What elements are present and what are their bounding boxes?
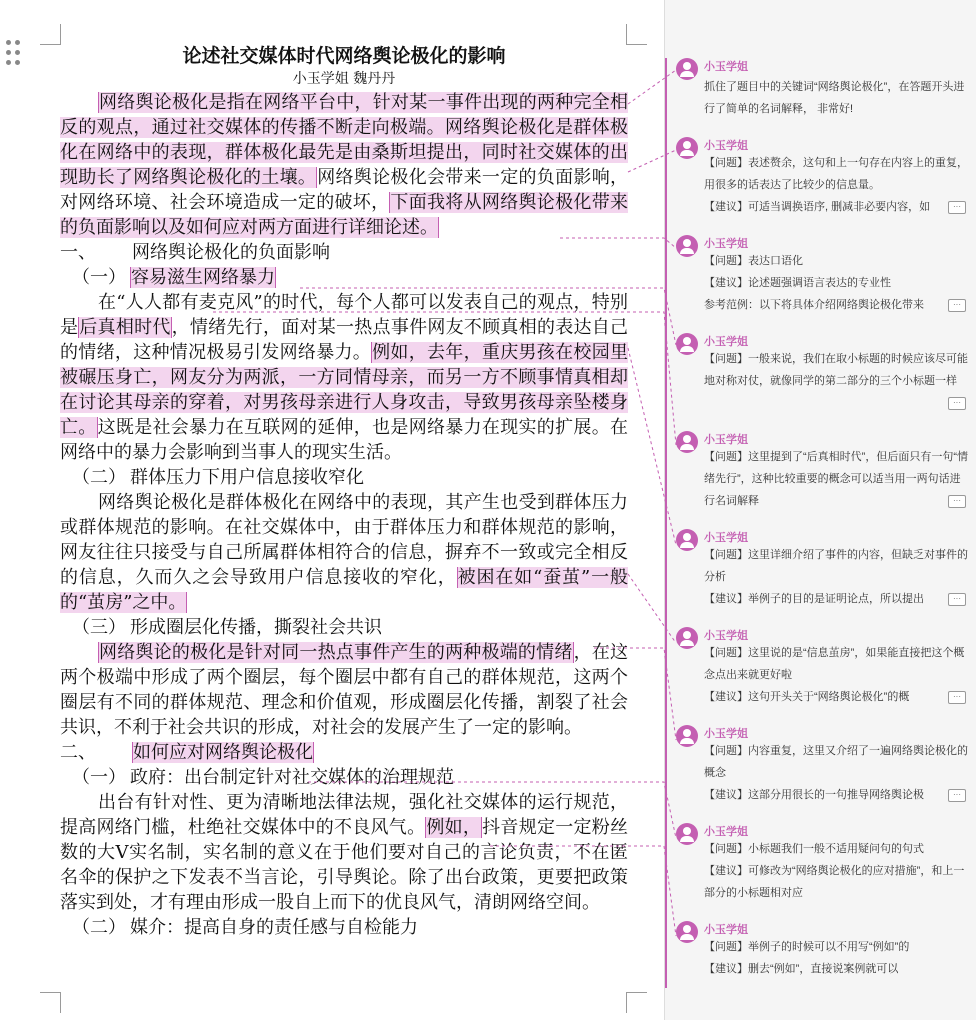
highlight-post-truth[interactable]: 后真相时代 xyxy=(79,317,171,338)
comment-text: 【建议】举例子的目的是证明论点，所以提出 xyxy=(704,593,924,605)
avatar xyxy=(676,823,698,845)
comment-author: 小玉学姐 xyxy=(704,238,748,250)
highlight-intro-2[interactable]: 下面我将从网络舆论极化带来的负面影响以及如何应对两方面进行详细论述。 xyxy=(60,192,629,238)
subsection-5-heading: （二） 媒介：提高自身的责任感与自检能力 xyxy=(72,917,418,938)
avatar xyxy=(676,725,698,747)
intro-paragraph: 网络舆论极化是指在网络平台中，针对某一事件出现的两种完全相反的观点，通过社交媒体的传播不断走向极端。网络舆论极化是群体极化在网络中的表现，群体极化最先是由桑斯坦提出，同时社交媒体的出现助长了网络舆论极化的土壤。网络舆论极化会带来一定的负面影响，对网络环境、社会环境造成一定的破坏，下面我将从网络舆论极化带来的负面影响以及如何应对两方面进行详细论述。 xyxy=(60,92,629,238)
highlight-subsection-1[interactable]: 容易滋生网络暴力 xyxy=(131,267,275,288)
comment-text: 【建议】这句开头关于“网络舆论极化”的概 xyxy=(704,691,910,703)
more-icon[interactable]: ··· xyxy=(948,299,966,312)
comment-text: 【问题】小标题我们一般不适用疑问句的句式 xyxy=(704,843,924,855)
comment-text: 参考范例：以下将具体介绍网络舆论极化带来 xyxy=(704,299,924,311)
paragraph-3: 网络舆论的极化是针对同一热点事件产生的两种极端的情绪，在这两个极端中形成了两个圈层，每个圈层中都有自己的群体规范，这两个圈层有不同的群体规范、理念和价值观，形成圈层化传播，割裂了社会共识，不利于社会共识的形成，对社会的发展产生了一定的影响。 xyxy=(60,642,629,738)
comment-author: 小玉学姐 xyxy=(704,826,748,838)
avatar xyxy=(676,431,698,453)
comment-author: 小玉学姐 xyxy=(704,434,748,446)
highlight-cocoon[interactable]: 被困在如“蚕茧”一般的“茧房”之中。 xyxy=(60,567,629,613)
comment-author: 小玉学姐 xyxy=(704,140,748,152)
comment-text: 【问题】一般来说，我们在取小标题的时候应该尽可能地对称对仗，就像同学的第二部分的三个小标题一样 xyxy=(704,353,968,387)
avatar xyxy=(676,627,698,649)
more-icon[interactable]: ··· xyxy=(948,495,966,508)
section-2-heading: 二、 如何应对网络舆论极化 xyxy=(60,742,313,763)
subsection-3-heading: （三） 形成圈层化传播，撕裂社会共识 xyxy=(72,617,382,638)
comment-text: 【建议】论述题强调语言表达的专业性 xyxy=(704,277,891,289)
avatar xyxy=(676,58,698,80)
document-authors: 小玉学姐 魏丹丹 xyxy=(292,71,396,87)
comment-text: 【建议】可修改为“网络舆论极化的应对措施”，和上一部分的小标题相对应 xyxy=(704,865,965,899)
comment-author: 小玉学姐 xyxy=(704,924,748,936)
document-title: 论述社交媒体时代网络舆论极化的影响 xyxy=(182,45,506,67)
avatar xyxy=(676,921,698,943)
highlight-example-2[interactable]: 例如， xyxy=(426,817,482,838)
highlight-example-1[interactable]: 例如，去年，重庆男孩在校园里被碾压身亡，网友分为两派，一方同情母亲，而另一方不顾事情真相却在讨论其母亲的穿着，对男孩母亲进行人身攻击，导致男孩母亲坠楼身亡。 xyxy=(60,342,629,438)
comment-text: 【建议】可适当调换语序, 删减非必要内容，如 xyxy=(704,201,931,213)
comment-author: 小玉学姐 xyxy=(704,336,748,348)
avatar xyxy=(676,529,698,551)
subsection-1-heading: （一） 容易滋生网络暴力 xyxy=(72,267,275,288)
section-1-heading: 一、 网络舆论极化的负面影响 xyxy=(60,242,330,263)
comment-text: 【问题】举例子的时候可以不用写“例如”的 xyxy=(704,941,910,953)
more-icon[interactable]: ··· xyxy=(948,201,966,214)
subsection-2-heading: （二） 群体压力下用户信息接收窄化 xyxy=(72,467,364,488)
paragraph-2: 网络舆论极化是群体极化在网络中的表现，其产生也受到群体压力或群体规范的影响。在社交媒体中，由于群体压力和群体规范的影响，网友往往只接受与自己所属群体相符合的信息，摒弃不一致或完全相反的信息，久而久之会导致用户信息接收的窄化，被困在如“蚕茧”一般的“茧房”之中。 xyxy=(60,492,629,613)
avatar xyxy=(676,333,698,355)
highlight-section-2[interactable]: 如何应对网络舆论极化 xyxy=(133,742,313,763)
more-icon[interactable]: ··· xyxy=(948,789,966,802)
comment-author: 小玉学姐 xyxy=(704,532,748,544)
avatar xyxy=(676,235,698,257)
more-icon[interactable]: ··· xyxy=(948,691,966,704)
comment-author: 小玉学姐 xyxy=(704,630,748,642)
paragraph-4: 出台有针对性、更为清晰地法律法规，强化社交媒体的运行规范，提高网络门槛，杜绝社交媒体中的不良风气。例如，抖音规定一定粉丝数的大V实名制，实名制的意义在于他们要对自己的言论负责，不在匿名伞的保护之下发表不当言论，引导舆论。除了出台政策，更要把政策落实到处，才有理由形成一股自上而下的优良风气，清朗网络空间。 xyxy=(60,792,629,913)
more-icon[interactable]: ··· xyxy=(948,397,966,410)
comment-text: 抓住了题目中的关键词“网络舆论极化”，在答题开头进行了简单的名词解释， 非常好! xyxy=(704,81,965,115)
comment-text: 【建议】这部分用很长的一句推导网络舆论极 xyxy=(704,789,924,801)
avatar xyxy=(676,137,698,159)
more-icon[interactable]: ··· xyxy=(948,593,966,606)
comment-text: 【问题】这里详细介绍了事件的内容，但缺乏对事件的分析 xyxy=(704,549,968,583)
comment-text: 【问题】内容重复，这里又介绍了一遍网络舆论极化的概念 xyxy=(704,745,968,779)
comment-author: 小玉学姐 xyxy=(704,61,748,73)
comment-text: 【问题】表述赘余，这句和上一句存在内容上的重复，用很多的话表达了比较少的信息量。 xyxy=(704,157,968,191)
subsection-4-heading: （一） 政府：出台制定针对社交媒体的治理规范 xyxy=(72,767,454,788)
comment-text: 【问题】这里说的是“信息茧房”，如果能直接把这个概念点出来就更好啦 xyxy=(704,647,965,681)
paragraph-1: 在“人人都有麦克风”的时代，每个人都可以发表自己的观点，特别是后真相时代，情绪先行，面对某一热点事件网友不顾真相的表达自己的情绪，这种情况极易引发网络暴力。例如，去年，重庆男孩在校园里被碾压身亡，网友分为两派，一方同情母亲，而另一方不顾事情真相却在讨论其母亲的穿着，对男孩母亲进行人身攻击，导致男孩母亲坠楼身亡。这既是社会暴力在互联网的延伸，也是网络暴力在现实的扩展。在网络中的暴力会影响到当事人的现实生活。 xyxy=(60,292,629,463)
comment-text: 【建议】删去“例如”，直接说案例就可以 xyxy=(704,963,899,975)
comment-text: 【问题】这里提到了“后真相时代”，但后面只有一句“情绪先行”，这种比较重要的概念可以适当用一两句话进行名词解释 xyxy=(704,451,968,507)
comment-text: 【问题】表达口语化 xyxy=(704,255,803,267)
highlight-polarization[interactable]: 网络舆论的极化是针对同一热点事件产生的两种极端的情绪 xyxy=(99,642,573,663)
highlight-intro-1[interactable]: 网络舆论极化是指在网络平台中，针对某一事件出现的两种完全相反的观点，通过社交媒体的传播不断走向极端。网络舆论极化是群体极化在网络中的表现，群体极化最先是由桑斯坦提出，同时社交媒体的出现助长了网络舆论极化的土壤。 xyxy=(60,92,628,188)
comment-author: 小玉学姐 xyxy=(704,728,748,740)
